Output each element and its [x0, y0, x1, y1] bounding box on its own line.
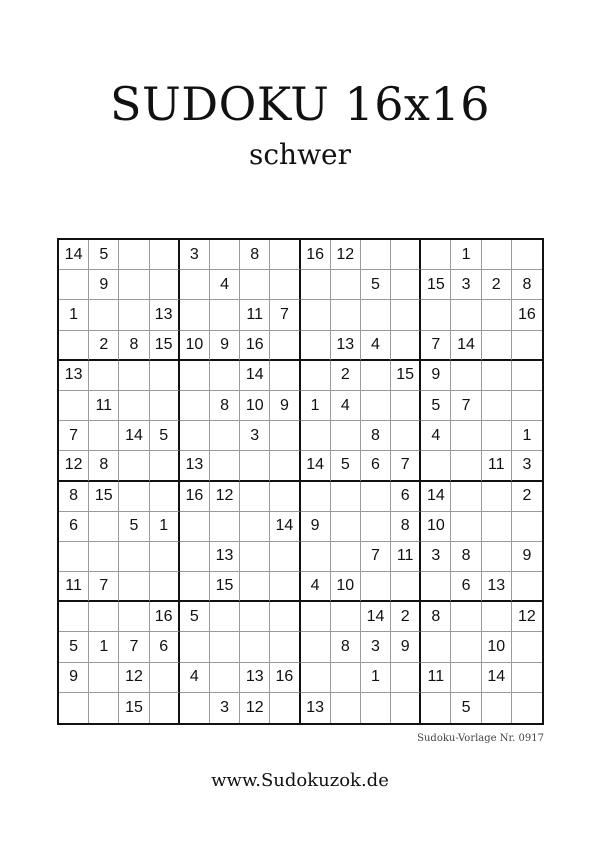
- empty-cell: [482, 331, 512, 361]
- given-cell: 9: [301, 512, 331, 542]
- given-cell: 16: [180, 482, 210, 512]
- empty-cell: [180, 632, 210, 662]
- given-cell: 7: [59, 421, 89, 451]
- given-cell: 4: [421, 421, 451, 451]
- given-cell: 5: [89, 240, 119, 270]
- given-cell: 1: [361, 663, 391, 693]
- given-cell: 13: [240, 663, 270, 693]
- empty-cell: [89, 542, 119, 572]
- given-cell: 15: [89, 482, 119, 512]
- given-cell: 10: [180, 331, 210, 361]
- empty-cell: [482, 602, 512, 632]
- empty-cell: [421, 572, 451, 602]
- empty-cell: [89, 693, 119, 723]
- empty-cell: [119, 391, 149, 421]
- given-cell: 13: [150, 300, 180, 330]
- empty-cell: [512, 391, 542, 421]
- empty-cell: [451, 482, 481, 512]
- given-cell: 6: [150, 632, 180, 662]
- given-cell: 8: [59, 482, 89, 512]
- given-cell: 4: [361, 331, 391, 361]
- given-cell: 11: [59, 572, 89, 602]
- given-cell: 3: [421, 542, 451, 572]
- empty-cell: [180, 421, 210, 451]
- given-cell: 5: [150, 421, 180, 451]
- empty-cell: [210, 240, 240, 270]
- empty-cell: [119, 451, 149, 481]
- empty-cell: [331, 270, 361, 300]
- given-cell: 8: [421, 602, 451, 632]
- given-cell: 11: [391, 542, 421, 572]
- empty-cell: [119, 572, 149, 602]
- empty-cell: [421, 240, 451, 270]
- given-cell: 9: [59, 663, 89, 693]
- given-cell: 12: [119, 663, 149, 693]
- empty-cell: [150, 451, 180, 481]
- empty-cell: [59, 331, 89, 361]
- empty-cell: [59, 602, 89, 632]
- empty-cell: [180, 693, 210, 723]
- sudoku-grid: [57, 238, 544, 725]
- empty-cell: [150, 482, 180, 512]
- empty-cell: [240, 542, 270, 572]
- empty-cell: [391, 240, 421, 270]
- empty-cell: [240, 512, 270, 542]
- given-cell: 9: [391, 632, 421, 662]
- empty-cell: [150, 391, 180, 421]
- given-cell: 8: [240, 240, 270, 270]
- empty-cell: [150, 240, 180, 270]
- given-cell: 13: [210, 542, 240, 572]
- given-cell: 8: [210, 391, 240, 421]
- empty-cell: [482, 693, 512, 723]
- given-cell: 10: [331, 572, 361, 602]
- given-cell: 4: [210, 270, 240, 300]
- empty-cell: [512, 693, 542, 723]
- empty-cell: [331, 693, 361, 723]
- given-cell: 2: [391, 602, 421, 632]
- empty-cell: [270, 361, 300, 391]
- empty-cell: [512, 512, 542, 542]
- empty-cell: [180, 270, 210, 300]
- empty-cell: [240, 270, 270, 300]
- given-cell: 3: [210, 693, 240, 723]
- empty-cell: [451, 361, 481, 391]
- given-cell: 13: [331, 331, 361, 361]
- given-cell: 3: [451, 270, 481, 300]
- empty-cell: [180, 512, 210, 542]
- empty-cell: [270, 421, 300, 451]
- empty-cell: [301, 331, 331, 361]
- given-cell: 9: [421, 361, 451, 391]
- given-cell: 9: [89, 270, 119, 300]
- empty-cell: [301, 542, 331, 572]
- empty-cell: [361, 572, 391, 602]
- given-cell: 14: [451, 331, 481, 361]
- empty-cell: [451, 632, 481, 662]
- given-cell: 13: [301, 693, 331, 723]
- given-cell: 5: [421, 391, 451, 421]
- given-cell: 2: [512, 482, 542, 512]
- given-cell: 7: [421, 331, 451, 361]
- given-cell: 8: [512, 270, 542, 300]
- given-cell: 8: [119, 331, 149, 361]
- empty-cell: [270, 270, 300, 300]
- given-cell: 16: [240, 331, 270, 361]
- empty-cell: [391, 693, 421, 723]
- given-cell: 5: [180, 602, 210, 632]
- empty-cell: [89, 602, 119, 632]
- given-cell: 1: [150, 512, 180, 542]
- empty-cell: [361, 240, 391, 270]
- empty-cell: [240, 572, 270, 602]
- empty-cell: [150, 663, 180, 693]
- given-cell: 9: [270, 391, 300, 421]
- empty-cell: [482, 512, 512, 542]
- given-cell: 8: [331, 632, 361, 662]
- given-cell: 7: [451, 391, 481, 421]
- empty-cell: [210, 300, 240, 330]
- website-url: www.Sudokuzok.de: [211, 770, 389, 791]
- given-cell: 15: [421, 270, 451, 300]
- given-cell: 3: [512, 451, 542, 481]
- empty-cell: [180, 391, 210, 421]
- empty-cell: [331, 602, 361, 632]
- given-cell: 14: [240, 361, 270, 391]
- empty-cell: [210, 602, 240, 632]
- empty-cell: [240, 632, 270, 662]
- empty-cell: [270, 693, 300, 723]
- empty-cell: [89, 361, 119, 391]
- empty-cell: [150, 542, 180, 572]
- empty-cell: [301, 421, 331, 451]
- empty-cell: [391, 663, 421, 693]
- empty-cell: [89, 300, 119, 330]
- given-cell: 6: [59, 512, 89, 542]
- empty-cell: [391, 331, 421, 361]
- given-cell: 1: [512, 421, 542, 451]
- given-cell: 14: [361, 602, 391, 632]
- empty-cell: [391, 421, 421, 451]
- given-cell: 16: [301, 240, 331, 270]
- given-cell: 11: [482, 451, 512, 481]
- empty-cell: [180, 300, 210, 330]
- given-cell: 16: [512, 300, 542, 330]
- given-cell: 10: [240, 391, 270, 421]
- empty-cell: [482, 391, 512, 421]
- given-cell: 7: [391, 451, 421, 481]
- empty-cell: [150, 361, 180, 391]
- empty-cell: [270, 572, 300, 602]
- given-cell: 2: [89, 331, 119, 361]
- empty-cell: [210, 361, 240, 391]
- empty-cell: [119, 542, 149, 572]
- empty-cell: [210, 451, 240, 481]
- empty-cell: [361, 391, 391, 421]
- empty-cell: [512, 632, 542, 662]
- empty-cell: [301, 300, 331, 330]
- empty-cell: [421, 451, 451, 481]
- empty-cell: [119, 240, 149, 270]
- page-title: SUDOKU 16x16: [110, 77, 490, 131]
- empty-cell: [210, 663, 240, 693]
- empty-cell: [270, 542, 300, 572]
- given-cell: 4: [331, 391, 361, 421]
- empty-cell: [301, 482, 331, 512]
- empty-cell: [119, 602, 149, 632]
- empty-cell: [331, 512, 361, 542]
- given-cell: 8: [391, 512, 421, 542]
- empty-cell: [301, 361, 331, 391]
- given-cell: 5: [119, 512, 149, 542]
- empty-cell: [240, 602, 270, 632]
- given-cell: 5: [331, 451, 361, 481]
- empty-cell: [301, 602, 331, 632]
- empty-cell: [331, 663, 361, 693]
- given-cell: 12: [331, 240, 361, 270]
- given-cell: 6: [391, 482, 421, 512]
- given-cell: 1: [89, 632, 119, 662]
- given-cell: 10: [482, 632, 512, 662]
- empty-cell: [270, 240, 300, 270]
- empty-cell: [421, 693, 451, 723]
- given-cell: 14: [119, 421, 149, 451]
- empty-cell: [331, 482, 361, 512]
- given-cell: 16: [270, 663, 300, 693]
- given-cell: 8: [451, 542, 481, 572]
- empty-cell: [89, 421, 119, 451]
- empty-cell: [89, 512, 119, 542]
- empty-cell: [301, 632, 331, 662]
- empty-cell: [210, 421, 240, 451]
- given-cell: 6: [361, 451, 391, 481]
- given-cell: 14: [59, 240, 89, 270]
- given-cell: 3: [361, 632, 391, 662]
- empty-cell: [270, 602, 300, 632]
- empty-cell: [421, 300, 451, 330]
- given-cell: 14: [421, 482, 451, 512]
- given-cell: 10: [421, 512, 451, 542]
- given-cell: 8: [361, 421, 391, 451]
- empty-cell: [482, 240, 512, 270]
- given-cell: 9: [210, 331, 240, 361]
- given-cell: 14: [301, 451, 331, 481]
- given-cell: 12: [210, 482, 240, 512]
- empty-cell: [59, 542, 89, 572]
- empty-cell: [270, 482, 300, 512]
- empty-cell: [482, 300, 512, 330]
- empty-cell: [451, 512, 481, 542]
- empty-cell: [451, 663, 481, 693]
- empty-cell: [240, 482, 270, 512]
- given-cell: 13: [59, 361, 89, 391]
- empty-cell: [451, 602, 481, 632]
- empty-cell: [270, 451, 300, 481]
- empty-cell: [180, 361, 210, 391]
- empty-cell: [331, 300, 361, 330]
- given-cell: 15: [391, 361, 421, 391]
- empty-cell: [361, 482, 391, 512]
- empty-cell: [331, 421, 361, 451]
- empty-cell: [451, 300, 481, 330]
- empty-cell: [512, 361, 542, 391]
- empty-cell: [361, 693, 391, 723]
- given-cell: 11: [240, 300, 270, 330]
- given-cell: 1: [451, 240, 481, 270]
- empty-cell: [180, 572, 210, 602]
- empty-cell: [119, 300, 149, 330]
- empty-cell: [391, 300, 421, 330]
- given-cell: 14: [482, 663, 512, 693]
- given-cell: 16: [150, 602, 180, 632]
- empty-cell: [301, 663, 331, 693]
- given-cell: 7: [89, 572, 119, 602]
- given-cell: 7: [119, 632, 149, 662]
- given-cell: 3: [180, 240, 210, 270]
- empty-cell: [150, 693, 180, 723]
- empty-cell: [361, 300, 391, 330]
- given-cell: 9: [512, 542, 542, 572]
- given-cell: 15: [150, 331, 180, 361]
- given-cell: 3: [240, 421, 270, 451]
- given-cell: 12: [512, 602, 542, 632]
- given-cell: 8: [89, 451, 119, 481]
- empty-cell: [451, 451, 481, 481]
- empty-cell: [210, 632, 240, 662]
- given-cell: 14: [270, 512, 300, 542]
- empty-cell: [59, 391, 89, 421]
- empty-cell: [482, 361, 512, 391]
- empty-cell: [301, 270, 331, 300]
- empty-cell: [89, 663, 119, 693]
- given-cell: 2: [331, 361, 361, 391]
- given-cell: 6: [451, 572, 481, 602]
- given-cell: 12: [240, 693, 270, 723]
- empty-cell: [361, 361, 391, 391]
- empty-cell: [210, 512, 240, 542]
- empty-cell: [512, 663, 542, 693]
- given-cell: 13: [180, 451, 210, 481]
- empty-cell: [119, 482, 149, 512]
- empty-cell: [59, 693, 89, 723]
- given-cell: 5: [59, 632, 89, 662]
- empty-cell: [482, 421, 512, 451]
- given-cell: 1: [59, 300, 89, 330]
- given-cell: 4: [180, 663, 210, 693]
- given-cell: 5: [361, 270, 391, 300]
- given-cell: 1: [301, 391, 331, 421]
- template-number: Sudoku-Vorlage Nr. 0917: [417, 733, 544, 744]
- empty-cell: [119, 270, 149, 300]
- given-cell: 4: [301, 572, 331, 602]
- empty-cell: [482, 482, 512, 512]
- empty-cell: [512, 331, 542, 361]
- empty-cell: [180, 542, 210, 572]
- empty-cell: [119, 361, 149, 391]
- empty-cell: [391, 270, 421, 300]
- empty-cell: [150, 270, 180, 300]
- given-cell: 7: [270, 300, 300, 330]
- empty-cell: [512, 240, 542, 270]
- empty-cell: [150, 572, 180, 602]
- empty-cell: [270, 632, 300, 662]
- empty-cell: [361, 512, 391, 542]
- given-cell: 11: [89, 391, 119, 421]
- given-cell: 13: [482, 572, 512, 602]
- given-cell: 5: [451, 693, 481, 723]
- given-cell: 15: [119, 693, 149, 723]
- empty-cell: [512, 572, 542, 602]
- empty-cell: [421, 632, 451, 662]
- given-cell: 7: [361, 542, 391, 572]
- given-cell: 15: [210, 572, 240, 602]
- given-cell: 12: [59, 451, 89, 481]
- empty-cell: [482, 542, 512, 572]
- difficulty-label: schwer: [248, 138, 351, 171]
- empty-cell: [240, 451, 270, 481]
- empty-cell: [451, 421, 481, 451]
- given-cell: 2: [482, 270, 512, 300]
- given-cell: 11: [421, 663, 451, 693]
- empty-cell: [391, 391, 421, 421]
- empty-cell: [331, 542, 361, 572]
- empty-cell: [391, 572, 421, 602]
- empty-cell: [270, 331, 300, 361]
- empty-cell: [59, 270, 89, 300]
